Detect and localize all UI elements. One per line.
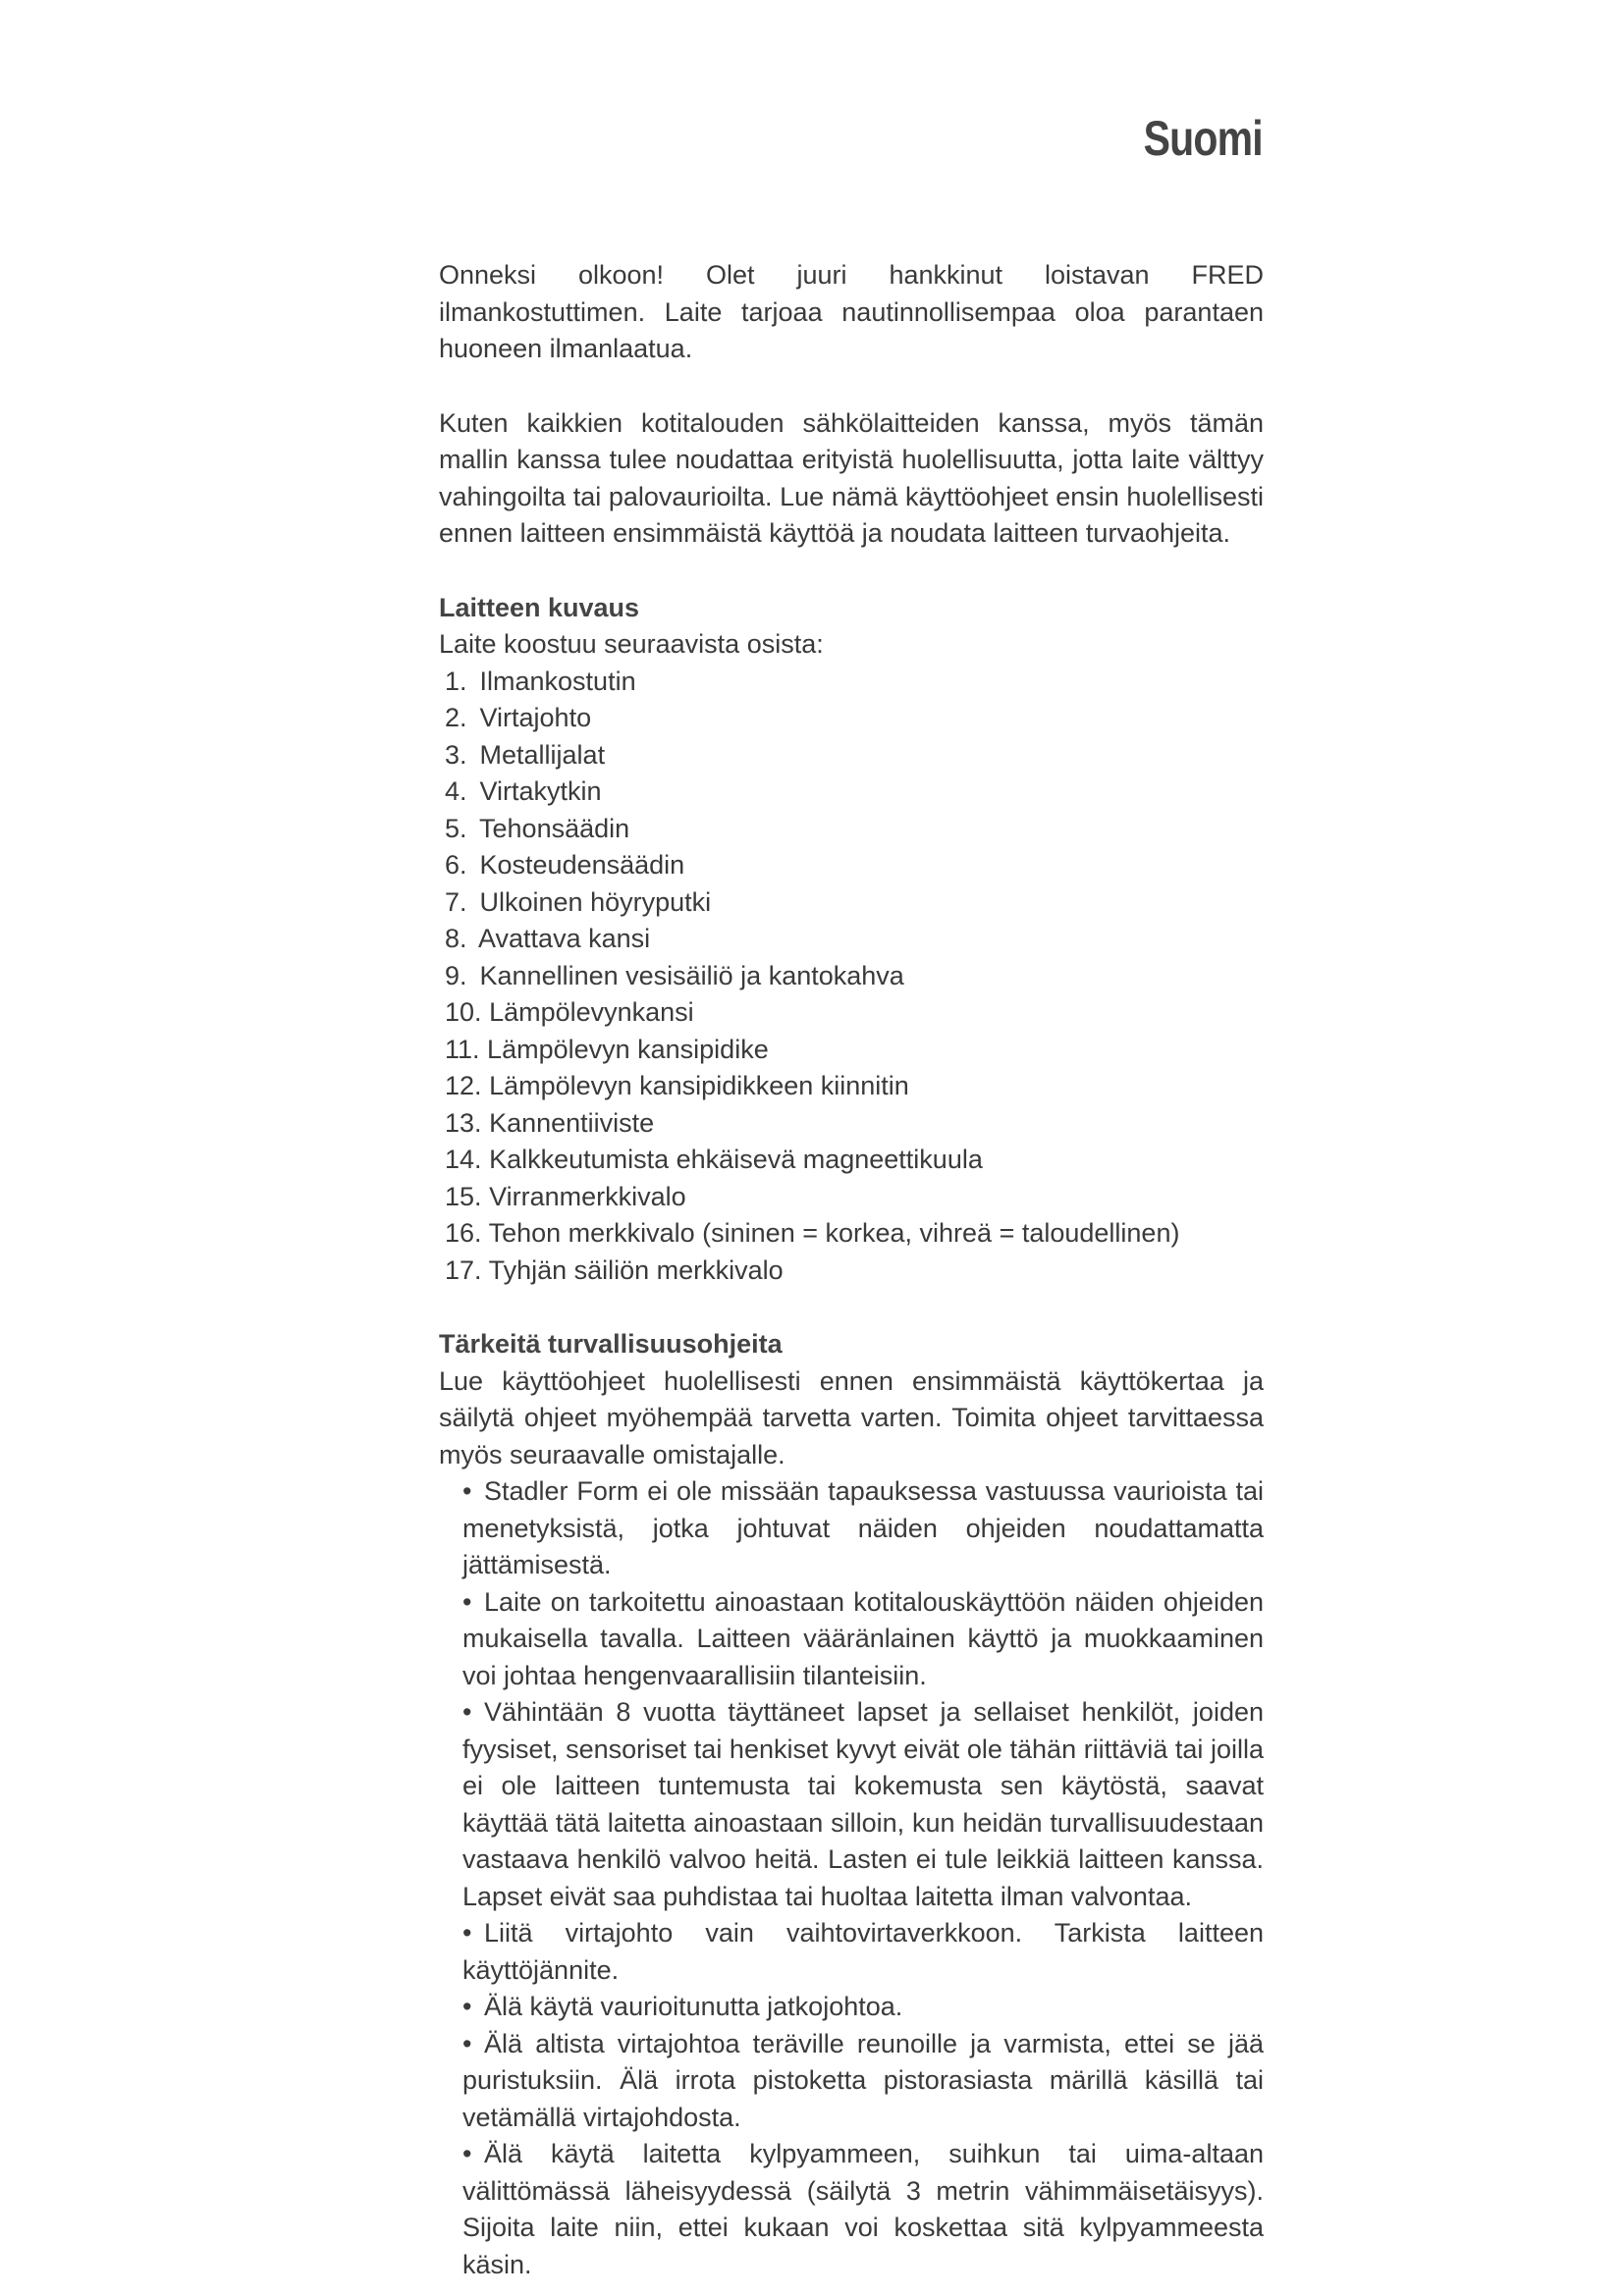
parts-list-number: 6. xyxy=(445,850,467,880)
safety-list-item xyxy=(462,1694,1264,1915)
parts-list-number: 4. xyxy=(445,776,467,806)
parts-list-text: Metallijalat xyxy=(479,739,606,770)
intro-paragraph-2: Kuten kaikkien kotitalouden sähkölaitteiden kanssa, myös tämän mallin kanssa tulee noudattaa erityistä huolellisuutta, jotta laite välttyy vahingoilta tai palovaurioilta. Lue nämä käyttöohjeet ensin huolellisesti ennen laitteen ensimmäistä käyttöä ja noudata laitteen turvaohjeita. xyxy=(439,407,1264,548)
parts-list-item xyxy=(439,884,1264,922)
parts-list xyxy=(439,664,1264,1290)
safety-list-item xyxy=(462,2026,1264,2137)
parts-list-number: 1. xyxy=(445,666,467,696)
safety-list-item xyxy=(462,1473,1264,1584)
parts-list-number: 14. xyxy=(445,1145,482,1174)
parts-list-item xyxy=(439,921,1264,958)
parts-list-number: 10. xyxy=(445,997,482,1027)
page-language-title: Suomi xyxy=(1143,111,1263,166)
parts-list-number: 12. xyxy=(445,1071,482,1100)
parts-list-text: Kalkkeutumista ehkäisevä magneettikuula xyxy=(489,1145,983,1174)
parts-list-number: 2. xyxy=(445,703,467,732)
parts-list-number: 9. xyxy=(445,960,467,990)
bullet-icon: • xyxy=(462,1918,472,1948)
bullet-icon: • xyxy=(462,2139,472,2168)
parts-list-number: 5. xyxy=(445,813,467,843)
parts-list-text: Kannellinen vesisäiliö ja kantokahva xyxy=(479,960,904,990)
parts-list-text: Tehonsäädin xyxy=(479,813,630,843)
parts-list-text: Lämpölevynkansi xyxy=(489,997,694,1027)
parts-list-text: Virtakytkin xyxy=(479,776,602,806)
safety-item-text: Laite on tarkoitettu ainoastaan kotitalouskäyttöön näiden ohjeiden mukaisella tavalla. Laitteen vääränlainen käyttö ja muokkaaminen voi johtaa hengenvaarallisiin tilanteisiin. xyxy=(462,1586,1264,1690)
parts-list-item xyxy=(439,958,1264,995)
parts-list-text: Ilmankostutin xyxy=(479,666,636,696)
safety-list-item xyxy=(462,1915,1264,1989)
parts-list-text: Lämpölevyn kansipidike xyxy=(487,1034,769,1064)
parts-list-text: Kannentiiviste xyxy=(489,1107,655,1138)
bullet-icon: • xyxy=(462,1476,472,1506)
safety-item-text: Liitä virtajohto vain vaihtovirtaverkkoon. Tarkista laitteen käyttöjännite. xyxy=(462,1918,1264,1985)
parts-list-item xyxy=(439,1032,1264,1069)
description-heading: Laitteen kuvaus xyxy=(439,592,640,622)
page-content xyxy=(439,257,1264,2283)
safety-item-text: Stadler Form ei ole missään tapauksessa vastuussa vaurioista tai menetyksistä, jotka johtuvat näiden ohjeiden noudattamatta jättämisestä. xyxy=(462,1476,1264,1579)
parts-list-text: Virranmerkkivalo xyxy=(489,1181,686,1211)
safety-item-text: Älä käytä vaurioitunutta jatkojohtoa. xyxy=(484,1992,903,2021)
parts-list-text: Lämpölevyn kansipidikkeen kiinnitin xyxy=(489,1071,909,1100)
parts-list-item xyxy=(439,847,1264,884)
safety-item-text: Älä altista virtajohtoa teräville reunoille ja varmista, ettei se jää puristuksiin. Älä irrota pistoketta pistorasiasta märillä käsillä tai vetämällä virtajohdosta. xyxy=(462,2028,1264,2132)
parts-list-number: 17. xyxy=(445,1255,482,1285)
parts-list-text: Tehon merkkivalo (sininen = korkea, vihreä = taloudellinen) xyxy=(488,1218,1180,1248)
parts-list-item xyxy=(439,994,1264,1032)
safety-heading: Tärkeitä turvallisuusohjeita xyxy=(439,1329,783,1359)
bullet-icon: • xyxy=(462,1992,472,2021)
parts-list-item xyxy=(439,664,1264,701)
parts-list-text: Kosteudensäädin xyxy=(479,850,685,880)
safety-item-text: Vähintään 8 vuotta täyttäneet lapset ja sellaiset henkilöt, joiden fyysiset, sensoriset tai henkiset kyvyt eivät ole tähän riittäviä tai joilla ei ole laitteen tuntemusta tai kokemusta sen käytöstä, saavat käyttää tätä laitetta ainoastaan silloin, kun heidän turvallisuudestaan vastaava henkilö valvoo heitä. Lasten ei tule leikkiä laitteen kanssa. Lapset eivät saa puhdistaa tai huoltaa laitetta ilman valvontaa. xyxy=(462,1697,1264,1911)
parts-list-text: Tyhjän säiliön merkkivalo xyxy=(488,1255,784,1285)
safety-list xyxy=(439,1473,1264,2283)
safety-item-text: Älä käytä laitetta kylpyammeen, suihkun tai uima-altaan välittömässä läheisyydessä (säilytä 3 metrin vähimmäisetäisyys). Sijoita laite niin, ettei kukaan voi koskettaa sitä kylpyammeesta käsin. xyxy=(462,2139,1264,2279)
parts-list-item xyxy=(439,811,1264,848)
parts-list-item xyxy=(439,1068,1264,1105)
safety-list-item xyxy=(462,2136,1264,2283)
parts-list-text: Virtajohto xyxy=(479,703,592,732)
parts-list-item xyxy=(439,1105,1264,1143)
safety-intro: Lue käyttöohjeet huolellisesti ennen ensimmäistä käyttökertaa ja säilytä ohjeet myöhempää tarvetta varten. Toimita ohjeet tarvittaessa myös seuraavalle omistajalle. xyxy=(439,1365,1264,1469)
parts-list-text: Avattava kansi xyxy=(478,924,651,953)
parts-list-item xyxy=(439,1179,1264,1216)
parts-list-number: 11. xyxy=(445,1034,480,1064)
parts-list-item xyxy=(439,1215,1264,1253)
parts-list-number: 13. xyxy=(445,1107,482,1138)
safety-list-item xyxy=(462,1989,1264,2026)
bullet-icon: • xyxy=(462,1586,472,1617)
bullet-icon: • xyxy=(462,2028,472,2058)
parts-list-item xyxy=(439,1253,1264,1290)
intro-paragraph-1: Onneksi olkoon! Olet juuri hankkinut loistavan FRED ilmankostuttimen. Laite tarjoaa nautinnollisempaa oloa parantaen huoneen ilmanlaatua. xyxy=(439,260,1264,363)
parts-list-item xyxy=(439,700,1264,737)
parts-list-text: Ulkoinen höyryputki xyxy=(479,886,712,917)
bullet-icon: • xyxy=(462,1697,472,1727)
parts-list-item xyxy=(439,1142,1264,1179)
parts-list-number: 15. xyxy=(445,1181,482,1211)
parts-list-number: 7. xyxy=(445,886,467,917)
parts-list-number: 8. xyxy=(445,924,467,953)
parts-list-number: 16. xyxy=(445,1218,482,1248)
parts-list-item xyxy=(439,774,1264,811)
safety-list-item xyxy=(462,1584,1264,1695)
description-intro: Laite koostuu seuraavista osista: xyxy=(439,629,824,659)
parts-list-number: 3. xyxy=(445,739,467,770)
parts-list-item xyxy=(439,737,1264,774)
